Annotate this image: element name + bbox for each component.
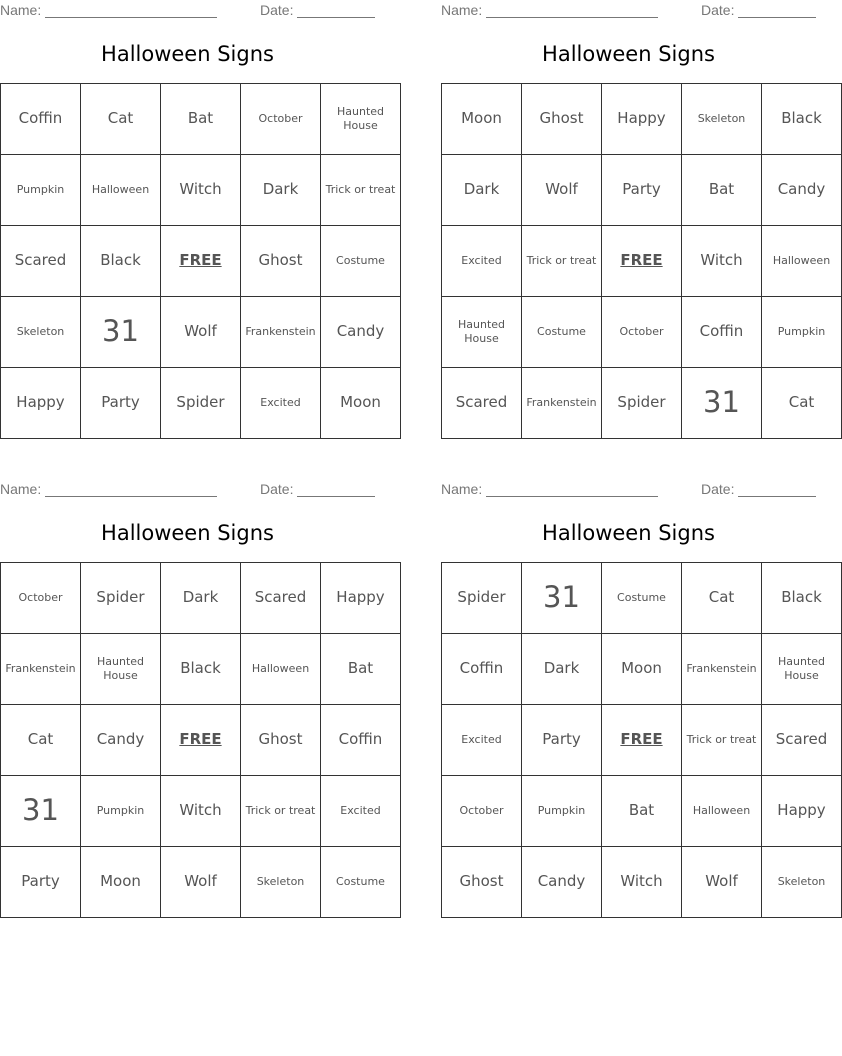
name-date-row	[0, 2, 375, 20]
date-field[interactable]	[738, 496, 816, 497]
date-label: Date:	[701, 481, 735, 497]
grid-row	[1, 847, 401, 918]
bingo-cell[interactable]: Cat	[1, 705, 81, 776]
bingo-cell[interactable]: Scared	[241, 563, 321, 634]
bingo-cell[interactable]: Trick or treat	[682, 705, 762, 776]
name-date-row	[0, 481, 375, 499]
bingo-cell[interactable]: Moon	[81, 847, 161, 918]
name-field[interactable]	[45, 17, 217, 18]
date-field[interactable]	[297, 496, 375, 497]
bingo-cell[interactable]: 31	[1, 776, 81, 847]
bingo-cell[interactable]: Happy	[321, 563, 401, 634]
free-space-cell[interactable]: FREE	[161, 705, 241, 776]
grid-row	[1, 368, 401, 439]
bingo-cell[interactable]: Coffin	[682, 297, 762, 368]
bingo-cell[interactable]: Spider	[602, 368, 682, 439]
grid-row	[1, 297, 401, 368]
bingo-cell[interactable]: Haunted House	[442, 297, 522, 368]
name-label: Name:	[441, 481, 483, 497]
bingo-cell[interactable]: Happy	[762, 776, 842, 847]
bingo-cell[interactable]: Costume	[522, 297, 602, 368]
bingo-cell[interactable]: Party	[522, 705, 602, 776]
date-label: Date:	[260, 2, 294, 18]
bingo-cell[interactable]: Wolf	[161, 847, 241, 918]
grid-row	[442, 368, 842, 439]
bingo-cell[interactable]: Cat	[762, 368, 842, 439]
bingo-cell[interactable]: Skeleton	[1, 297, 81, 368]
bingo-cell[interactable]: October	[442, 776, 522, 847]
bingo-cell[interactable]: Costume	[321, 226, 401, 297]
bingo-cell[interactable]: Black	[81, 226, 161, 297]
bingo-cell[interactable]: Spider	[442, 563, 522, 634]
bingo-cell[interactable]: Ghost	[241, 226, 321, 297]
bingo-cell[interactable]: Frankenstein	[522, 368, 602, 439]
bingo-cell[interactable]: Ghost	[522, 84, 602, 155]
date-field[interactable]	[738, 17, 816, 18]
grid-row	[442, 155, 842, 226]
grid-row	[442, 563, 842, 634]
grid-row	[442, 84, 842, 155]
date-label: Date:	[260, 481, 294, 497]
bingo-cell[interactable]: Cat	[81, 84, 161, 155]
bingo-cell[interactable]: Party	[81, 368, 161, 439]
bingo-cell[interactable]: Black	[161, 634, 241, 705]
bingo-cell[interactable]: Haunted House	[762, 634, 842, 705]
bingo-cell[interactable]: Trick or treat	[321, 155, 401, 226]
bingo-cell[interactable]: Skeleton	[241, 847, 321, 918]
bingo-cell[interactable]: Dark	[161, 563, 241, 634]
bingo-cell[interactable]: Frankenstein	[1, 634, 81, 705]
name-field[interactable]	[486, 496, 658, 497]
bingo-cell[interactable]: Moon	[321, 368, 401, 439]
grid-row	[1, 563, 401, 634]
grid-row	[1, 226, 401, 297]
bingo-cell[interactable]: Frankenstein	[682, 634, 762, 705]
free-space-cell[interactable]: FREE	[602, 705, 682, 776]
bingo-cell[interactable]: Haunted House	[81, 634, 161, 705]
bingo-cell[interactable]: Black	[762, 563, 842, 634]
bingo-cell[interactable]: Wolf	[161, 297, 241, 368]
grid-row	[442, 776, 842, 847]
bingo-cell[interactable]: Halloween	[241, 634, 321, 705]
bingo-cell[interactable]: Ghost	[442, 847, 522, 918]
bingo-cell[interactable]: Dark	[241, 155, 321, 226]
name-label: Name:	[0, 2, 42, 18]
bingo-cell[interactable]: Moon	[442, 84, 522, 155]
bingo-cell[interactable]: Skeleton	[762, 847, 842, 918]
bingo-cell[interactable]: Trick or treat	[522, 226, 602, 297]
grid-row	[1, 84, 401, 155]
grid-row	[442, 226, 842, 297]
bingo-grid	[0, 562, 401, 918]
bingo-cell[interactable]: Costume	[321, 847, 401, 918]
name-label: Name:	[441, 2, 483, 18]
bingo-cell[interactable]: Witch	[161, 155, 241, 226]
bingo-cell[interactable]: Excited	[321, 776, 401, 847]
bingo-cell[interactable]: Bat	[682, 155, 762, 226]
bingo-cell[interactable]: 31	[522, 563, 602, 634]
bingo-cell[interactable]: Halloween	[81, 155, 161, 226]
date-field[interactable]	[297, 17, 375, 18]
bingo-cell[interactable]: Halloween	[762, 226, 842, 297]
name-field[interactable]	[45, 496, 217, 497]
card-title: Halloween Signs	[101, 42, 274, 66]
bingo-cell[interactable]: Scared	[762, 705, 842, 776]
bingo-cell[interactable]: Scared	[1, 226, 81, 297]
free-space-cell[interactable]: FREE	[602, 226, 682, 297]
grid-row	[442, 705, 842, 776]
bingo-cell[interactable]: Frankenstein	[241, 297, 321, 368]
bingo-cell[interactable]: Candy	[81, 705, 161, 776]
bingo-cell[interactable]: Bat	[161, 84, 241, 155]
bingo-cell[interactable]: Pumpkin	[762, 297, 842, 368]
free-space-cell[interactable]: FREE	[161, 226, 241, 297]
bingo-cell[interactable]: 31	[682, 368, 762, 439]
bingo-cell[interactable]: Coffin	[1, 84, 81, 155]
bingo-cell[interactable]: Coffin	[321, 705, 401, 776]
bingo-cell[interactable]: Coffin	[442, 634, 522, 705]
bingo-cell[interactable]: October	[241, 84, 321, 155]
bingo-cell[interactable]: Costume	[602, 563, 682, 634]
bingo-cell[interactable]: Bat	[321, 634, 401, 705]
card-title: Halloween Signs	[542, 521, 715, 545]
bingo-cell[interactable]: Pumpkin	[1, 155, 81, 226]
bingo-cell[interactable]: Candy	[522, 847, 602, 918]
bingo-cell[interactable]: Moon	[602, 634, 682, 705]
bingo-cell[interactable]: 31	[81, 297, 161, 368]
bingo-cell[interactable]: Pumpkin	[81, 776, 161, 847]
bingo-cell[interactable]: Bat	[602, 776, 682, 847]
bingo-cell[interactable]: Trick or treat	[241, 776, 321, 847]
grid-row	[442, 297, 842, 368]
bingo-cell[interactable]: Wolf	[522, 155, 602, 226]
bingo-cell[interactable]: Party	[602, 155, 682, 226]
bingo-cell[interactable]: Witch	[602, 847, 682, 918]
bingo-cell[interactable]: Witch	[682, 226, 762, 297]
bingo-grid	[441, 562, 842, 918]
bingo-grid	[0, 83, 401, 439]
bingo-grid	[441, 83, 842, 439]
bingo-cell[interactable]: Excited	[442, 226, 522, 297]
bingo-cell[interactable]: Cat	[682, 563, 762, 634]
bingo-cell[interactable]: Spider	[81, 563, 161, 634]
bingo-cell[interactable]: Spider	[161, 368, 241, 439]
bingo-cell[interactable]: Dark	[522, 634, 602, 705]
bingo-cell[interactable]: Black	[762, 84, 842, 155]
bingo-cell[interactable]: Party	[1, 847, 81, 918]
name-field[interactable]	[486, 17, 658, 18]
bingo-cell[interactable]: Scared	[442, 368, 522, 439]
name-date-row	[441, 2, 816, 20]
name-label: Name:	[0, 481, 42, 497]
bingo-cell[interactable]: Skeleton	[682, 84, 762, 155]
bingo-cell[interactable]: Candy	[762, 155, 842, 226]
bingo-cell[interactable]: October	[602, 297, 682, 368]
bingo-cell[interactable]: Pumpkin	[522, 776, 602, 847]
bingo-cell[interactable]: Wolf	[682, 847, 762, 918]
grid-row	[1, 634, 401, 705]
card-title: Halloween Signs	[101, 521, 274, 545]
bingo-cell[interactable]: Candy	[321, 297, 401, 368]
bingo-cell[interactable]: Happy	[602, 84, 682, 155]
card-title: Halloween Signs	[542, 42, 715, 66]
grid-row	[1, 705, 401, 776]
bingo-cell[interactable]: October	[1, 563, 81, 634]
bingo-cell[interactable]: Haunted House	[321, 84, 401, 155]
date-label: Date:	[701, 2, 735, 18]
name-date-row	[441, 481, 816, 499]
bingo-cell[interactable]: Ghost	[241, 705, 321, 776]
grid-row	[1, 155, 401, 226]
bingo-cell[interactable]: Halloween	[682, 776, 762, 847]
bingo-cell[interactable]: Happy	[1, 368, 81, 439]
grid-row	[1, 776, 401, 847]
bingo-cell[interactable]: Excited	[241, 368, 321, 439]
bingo-cell[interactable]: Dark	[442, 155, 522, 226]
grid-row	[442, 847, 842, 918]
grid-row	[442, 634, 842, 705]
bingo-cell[interactable]: Excited	[442, 705, 522, 776]
bingo-cell[interactable]: Witch	[161, 776, 241, 847]
